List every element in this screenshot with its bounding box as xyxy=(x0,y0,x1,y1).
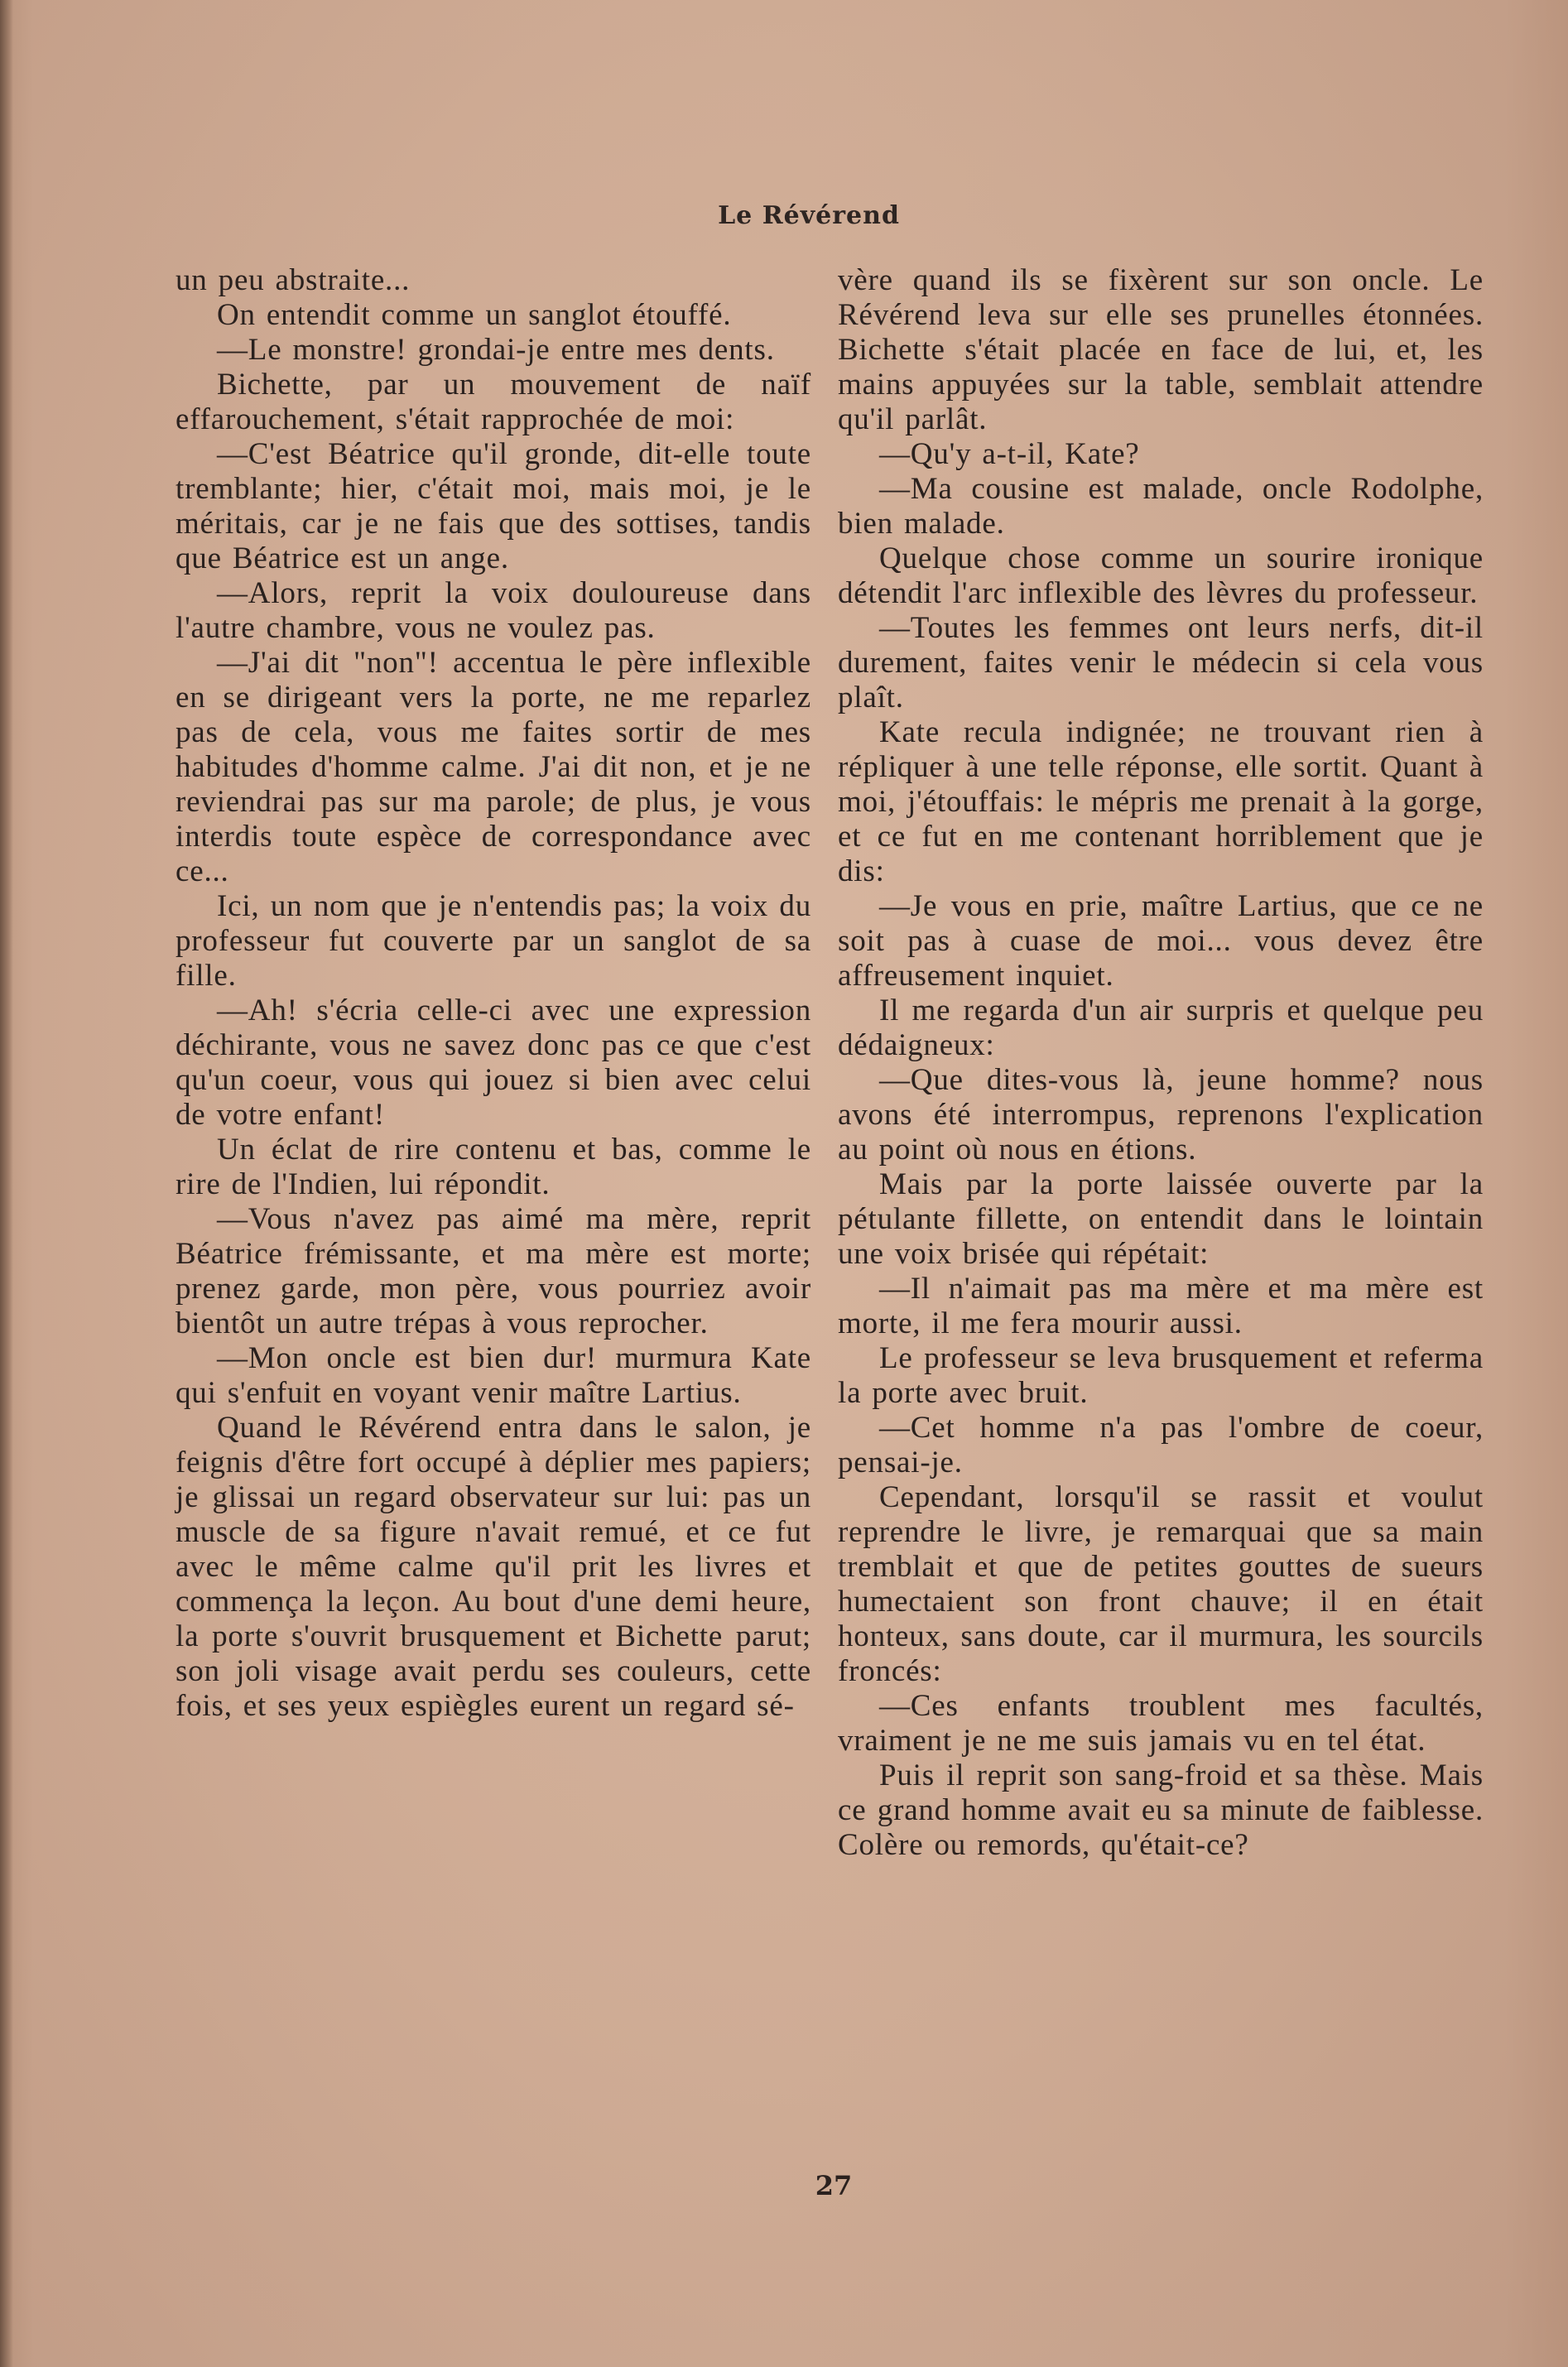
right-column xyxy=(838,263,1484,1863)
paragraph: Un éclat de rire contenu et bas, comme le rire de l'Indien, lui répondit. xyxy=(176,1133,811,1201)
paragraph: vère quand ils se fixèrent sur son oncle. Le Révérend leva sur elle ses prunelles étonnées. Bichette s'était placée en face de lui, et, les mains appuyées sur la table, semblait attendre qu'il parlât. xyxy=(838,263,1484,436)
paragraph: —Alors, reprit la voix douloureuse dans l'autre chambre, vous ne voulez pas. xyxy=(176,576,811,645)
paragraph: —J'ai dit "non"! accentua le père inflexible en se dirigeant vers la porte, ne me reparlez pas de cela, vous me faites sortir de mes habitudes d'homme calme. J'ai dit non, et je ne reviendrai pas sur ma parole; de plus, je vous interdis toute espèce de correspondance avec ce... xyxy=(176,646,811,888)
paragraph: —Ah! s'écria celle-ci avec une expression déchirante, vous ne savez donc pas ce que c'est qu'un coeur, vous qui jouez si bien avec celui de votre enfant! xyxy=(176,993,811,1132)
paragraph: —Cet homme n'a pas l'ombre de coeur, pensai-je. xyxy=(838,1411,1484,1479)
paragraph: Puis il reprit son sang-froid et sa thèse. Mais ce grand homme avait eu sa minute de faiblesse. Colère ou remords, qu'était-ce? xyxy=(838,1758,1484,1862)
paragraph: —Vous n'avez pas aimé ma mère, reprit Béatrice frémissante, et ma mère est morte; prenez garde, mon père, vous pourriez avoir bientôt un autre trépas à vous reprocher. xyxy=(176,1202,811,1340)
page-number: 27 xyxy=(815,2170,853,2201)
running-header: Le Révérend xyxy=(718,201,900,230)
paragraph: Quelque chose comme un sourire ironique détendit l'arc inflexible des lèvres du professeur. xyxy=(838,541,1484,610)
paragraph: —Ces enfants troublent mes facultés, vraiment je ne me suis jamais vu en tel état. xyxy=(838,1689,1484,1758)
paragraph: Le professeur se leva brusquement et referma la porte avec bruit. xyxy=(838,1341,1484,1410)
paragraph: —Mon oncle est bien dur! murmura Kate qui s'enfuit en voyant venir maître Lartius. xyxy=(176,1341,811,1410)
paragraph: —C'est Béatrice qu'il gronde, dit-elle toute tremblante; hier, c'était moi, mais moi, je le méritais, car je ne fais que des sottises, tandis que Béatrice est un ange. xyxy=(176,437,811,575)
paragraph: un peu abstraite... xyxy=(176,263,411,297)
paragraph: —Qu'y a-t-il, Kate? xyxy=(879,437,1140,471)
paragraph: —Toutes les femmes ont leurs nerfs, dit-il durement, faites venir le médecin si cela vous plaît. xyxy=(838,611,1484,714)
paragraph: Quand le Révérend entra dans le salon, je feignis d'être fort occupé à déplier mes papiers; je glissai un regard observateur sur lui: pas un muscle de sa figure n'avait remué, et ce fut avec le même calme qu'il prit les livres et commença la leçon. Au bout d'une demi heure, la porte s'ouvrit brusquement et Bichette parut; son joli visage avait perdu ses couleurs, cette fois, et ses yeux espiègles eurent un regard sé- xyxy=(176,1411,811,1723)
left-column xyxy=(176,263,811,1724)
paragraph: Bichette, par un mouvement de naïf effarouchement, s'était rapprochée de moi: xyxy=(176,368,811,436)
paragraph: Kate recula indignée; ne trouvant rien à répliquer à une telle réponse, elle sortit. Quant à moi, j'étouffais: le mépris me prenait à la gorge, et ce fut en me contenant horriblement que je dis: xyxy=(838,715,1484,888)
paragraph: —Ma cousine est malade, oncle Rodolphe, bien malade. xyxy=(838,472,1484,541)
paragraph: Cependant, lorsqu'il se rassit et voulut reprendre le livre, je remarquai que sa main tremblait et que de petites gouttes de sueurs humectaient son front chauve; il en était honteux, sans doute, car il murmura, les sourcils froncés: xyxy=(838,1480,1484,1688)
paragraph: Mais par la porte laissée ouverte par la pétulante fillette, on entendit dans le lointain une voix brisée qui répétait: xyxy=(838,1167,1484,1271)
paragraph: Ici, un nom que je n'entendis pas; la voix du professeur fut couverte par un sanglot de sa fille. xyxy=(176,889,811,993)
paragraph: —Le monstre! grondai-je entre mes dents. xyxy=(217,333,775,367)
paragraph: Il me regarda d'un air surpris et quelque peu dédaigneux: xyxy=(838,993,1484,1062)
paragraph: —Je vous en prie, maître Lartius, que ce ne soit pas à cuase de moi... vous devez être affreusement inquiet. xyxy=(838,889,1484,993)
paragraph: On entendit comme un sanglot étouffé. xyxy=(217,298,732,332)
paragraph: —Il n'aimait pas ma mère et ma mère est morte, il me fera mourir aussi. xyxy=(838,1272,1484,1340)
page-binding-edge xyxy=(0,0,13,2367)
paragraph: —Que dites-vous là, jeune homme? nous avons été interrompus, reprenons l'explication au point où nous en étions. xyxy=(838,1063,1484,1167)
